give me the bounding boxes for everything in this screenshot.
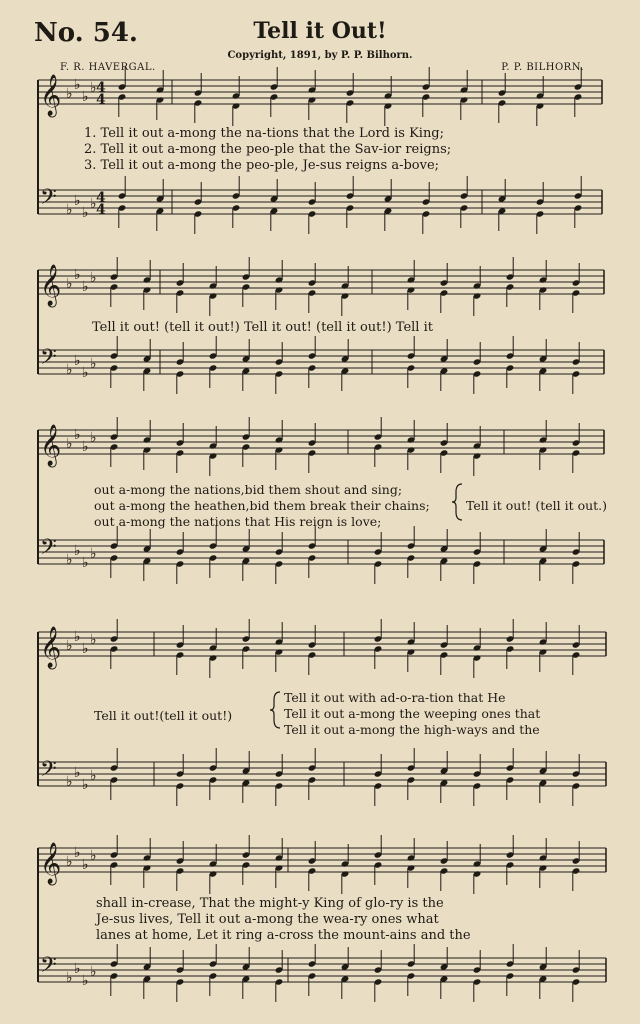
key-flat-sign: ♭ [66,202,73,218]
key-flat-sign: ♭ [90,546,97,562]
key-flat-sign: ♭ [90,768,97,784]
key-flat-sign: ♭ [66,970,73,986]
key-flat-sign: ♭ [90,430,97,446]
key-flat-sign: ♭ [90,80,97,96]
refrain-line-2: Tell it out!(tell it out!) [94,708,233,723]
system-1-treble-clef-icon: 𝄞 [40,75,62,116]
key-flat-sign: ♭ [82,857,89,873]
key-flat-sign: ♭ [90,632,97,648]
key-flat-sign: ♭ [74,543,81,559]
key-flat-sign: ♭ [90,196,97,212]
verse-3-line-2: out a-mong the nations that His reign is love; [94,514,382,529]
key-flat-sign: ♭ [66,276,73,292]
verse-1-line-3: Tell it out with ad-o-ra-tion that He [284,690,506,705]
key-flat-sign: ♭ [82,439,89,455]
key-flat-sign: ♭ [74,427,81,443]
hymn-title: Tell it Out! [253,18,387,44]
system-4-treble-clef-icon: 𝄞 [40,627,62,668]
time-signature-bass: 4 [96,202,106,218]
verse-2-line-1: 2. Tell it out a-mong the peo-ple that the Sav-ior reigns; [84,142,452,157]
key-flat-sign: ♭ [82,973,89,989]
key-flat-sign: ♭ [74,765,81,781]
refrain-line-1: Tell it out! (tell it out.) [466,498,608,513]
key-flat-sign: ♭ [74,267,81,283]
key-flat-sign: ♭ [66,362,73,378]
time-signature-bass: 4 [96,190,106,206]
verse-3-line-1: 3. Tell it out a-mong the peo-ple, Je-sus reigns a-bove; [84,158,440,173]
key-flat-sign: ♭ [82,279,89,295]
system-4-bass-clef-icon: 𝄢 [40,757,57,787]
time-signature-treble: 4 [96,92,106,108]
copyright-line: Copyright, 1891, by P. P. Bilhorn. [227,50,413,61]
key-flat-sign: ♭ [90,270,97,286]
key-flat-sign: ♭ [74,961,81,977]
key-flat-sign: ♭ [82,89,89,105]
time-signature-treble: 4 [96,80,106,96]
key-flat-sign: ♭ [66,86,73,102]
key-flat-sign: ♭ [74,629,81,645]
key-flat-sign: ♭ [82,641,89,657]
key-flat-sign: ♭ [74,77,81,93]
composer-credit: P. P. BILHORN. [501,62,584,73]
key-flat-sign: ♭ [90,356,97,372]
key-flat-sign: ♭ [74,193,81,209]
verse-1-line-1: 1. Tell it out a-mong the na-tions that the Lord is King; [84,126,445,141]
verse-3-line-4: lanes at home, Let it ring a-cross the mount-ains and the [96,928,471,943]
system-5-treble-clef-icon: 𝄞 [40,843,62,884]
verse-3-line-3: Tell it out a-mong the high-ways and the [284,722,540,737]
key-flat-sign: ♭ [66,638,73,654]
key-flat-sign: ♭ [66,552,73,568]
key-flat-sign: ♭ [82,777,89,793]
chorus-call-line: Tell it out! (tell it out!) Tell it out! (tell it out!) Tell it [92,320,433,335]
verse-2-line-3: Tell it out a-mong the weeping ones that [284,706,541,721]
key-flat-sign: ♭ [90,964,97,980]
verse-2-line-4: Je-sus lives, Tell it out a-mong the wea-ry ones what [96,912,439,927]
key-flat-sign: ♭ [82,555,89,571]
verse-brace-icon [452,484,462,520]
system-3-treble-clef-icon: 𝄞 [40,425,62,466]
verse-2-line-2: out a-mong the heathen,bid them break their chains; [94,498,430,513]
verse-brace-icon [270,692,280,728]
key-flat-sign: ♭ [66,854,73,870]
system-3-bass-clef-icon: 𝄢 [40,535,57,565]
key-flat-sign: ♭ [74,353,81,369]
key-flat-sign: ♭ [82,205,89,221]
system-2-treble-clef-icon: 𝄞 [40,265,62,306]
key-flat-sign: ♭ [66,436,73,452]
verse-1-line-4: shall in-crease, That the might-y King of glo-ry is the [96,896,444,911]
key-flat-sign: ♭ [74,845,81,861]
verse-1-line-2: out a-mong the nations,bid them shout and sing; [94,482,403,497]
lyricist-credit: F. R. HAVERGAL. [60,62,156,73]
system-5-bass-clef-icon: 𝄢 [40,953,57,983]
key-flat-sign: ♭ [82,365,89,381]
key-flat-sign: ♭ [90,848,97,864]
hymn-number: No. 54. [34,18,138,48]
system-1-bass-clef-icon: 𝄢 [40,185,57,215]
key-flat-sign: ♭ [66,774,73,790]
system-2-bass-clef-icon: 𝄢 [40,345,57,375]
